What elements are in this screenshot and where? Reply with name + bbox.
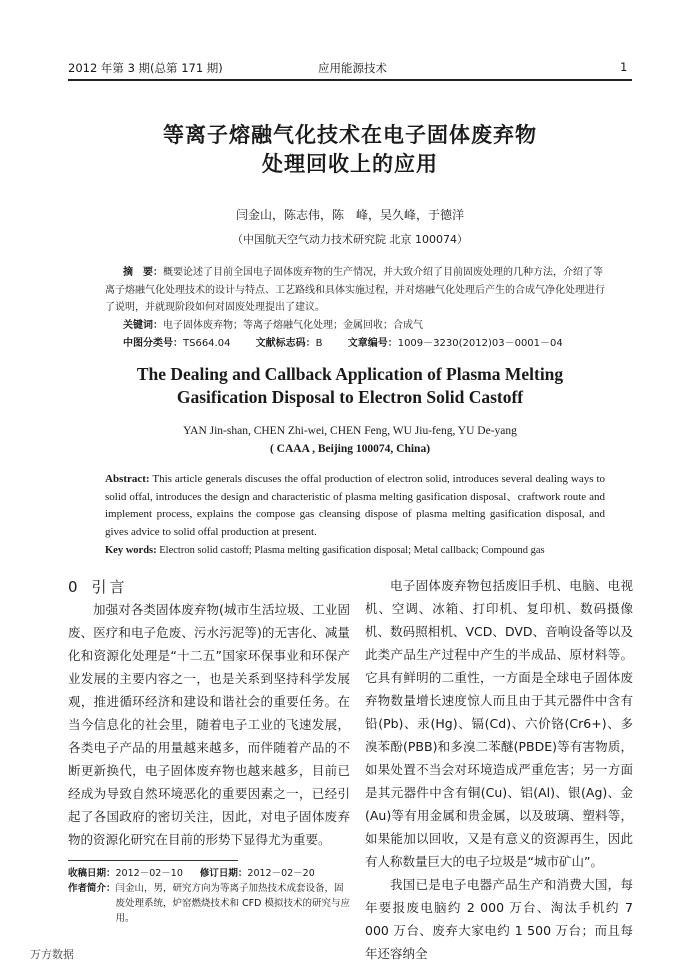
clc-label: 中图分类号： xyxy=(123,338,183,349)
affiliation-cn: （中国航天空气动力技术研究院 北京 100074） xyxy=(232,233,468,246)
article-number-value: 1009－3230(2012)03－0001－04 xyxy=(397,338,563,349)
keywords-cn-text: 电子固体废弃物；等离子熔融气化处理；金属回收；合成气 xyxy=(163,320,423,331)
doc-code-value: B xyxy=(315,338,323,349)
keywords-cn xyxy=(123,317,603,335)
received-label: 收稿日期： xyxy=(68,868,116,879)
abstract-en xyxy=(105,471,605,541)
right-paragraph-2: 我国已是电子电器产品生产和消费大国，每年要报废电脑约 2 000 万台、淘汰手机约 7 000 万台、废弃大家电约 1 500 万台；而且每年还容纳全 xyxy=(365,877,633,961)
revised-date: 2012－02－20 xyxy=(247,868,315,879)
bio-label: 作者简介： xyxy=(68,883,116,894)
abstract-en-label: Abstract: xyxy=(105,473,150,485)
bio-text: 闫金山，男，研究方向为等离子加热技术成套设备，固废处理系统，炉窑燃烧技术和 CFD 模拟技术的研究与应用。 xyxy=(115,883,350,924)
section-number: 0 xyxy=(68,578,78,596)
footnote xyxy=(68,866,350,926)
footnote-dates xyxy=(68,866,350,881)
keywords-en-label: Key words: xyxy=(105,545,157,556)
doc-code-label: 文献标志码： xyxy=(255,338,316,349)
classification-line xyxy=(123,335,603,353)
running-header-journal: 应用能源技术 xyxy=(318,61,387,75)
left-column xyxy=(68,598,350,851)
footnote-rule xyxy=(68,860,238,861)
abstract-en-text: This article generals discuses the offal production of electron solid, introduces several dealing ways to solid offal, introduces the design and characteristic of plasma melting gasification disposal、craftwork route and implement process, explains the compose gas cleansing dispose of plasma melting gasification disposal, and gives advice to solid offal production at present. xyxy=(105,473,605,538)
english-title-line1: The Dealing and Callback Application of Plasma Melting xyxy=(136,364,564,384)
received-date: 2012－02－10 xyxy=(115,868,183,879)
clc-value: TS664.04 xyxy=(183,338,231,349)
watermark: 万方数据 xyxy=(30,948,74,961)
authors-cn: 闫金山，陈志伟，陈 峰，吴久峰，于德洋 xyxy=(235,208,464,222)
intro-paragraph: 加强对各类固体废弃物(城市生活垃圾、工业固废、医疗和电子危废、污水污泥等)的无害化、减量化和资源化处理是“十二五”国家环保事业和环保产业发展的主要内容之一，也是关系到坚持科学发展观，推进循环经济和建设和谐社会的重要任务。在当今信息化的社会里，随着电子工业的飞速发展，各类电子产品的用量越来越多，而伴随着产品的不断更新换代，电子固体废弃物也越来越多，目前已经成为导致自然环境恶化的重要因素之一，已经引起了各国政府的密切关注，因此，对电子固体废弃物的资源化研究在目前的形势下显得尤为重要。 xyxy=(68,602,350,847)
abstract-cn-text: 概要论述了目前全国电子固体废弃物的生产情况，并大致介绍了目前固废处理的几种方法，介绍了等离子熔融气化处理技术的设计与特点、工艺路线和具体实施过程，并对熔融气化处理后产生的合成气净化处理进行了说明，并就现阶段如何对固废处理提出了建议。 xyxy=(105,267,605,313)
author-bio xyxy=(68,881,350,926)
keywords-en xyxy=(105,542,605,560)
page-number: 1 xyxy=(620,60,628,74)
paper-title-line1: 等离子熔融气化技术在电子固体废弃物 xyxy=(163,123,537,147)
header-rule xyxy=(68,79,632,81)
keywords-cn-label: 关键词： xyxy=(123,320,163,331)
abstract-cn xyxy=(105,264,605,317)
keywords-en-text: Electron solid castoff; Plasma melting gasification disposal; Metal callback; Compound gas xyxy=(156,545,545,556)
paper-title-line2: 处理回收上的应用 xyxy=(262,152,438,176)
revised-label: 修订日期： xyxy=(199,868,248,879)
affiliation-en: ( CAAA , Beijing 100074, China) xyxy=(269,443,431,455)
running-header-issue: 2012 年第 3 期(总第 171 期) xyxy=(68,61,223,75)
section-title: 引言 xyxy=(91,578,128,596)
right-column xyxy=(365,574,633,965)
article-number-label: 文章编号： xyxy=(347,338,398,349)
abstract-cn-label: 摘 要： xyxy=(123,267,163,278)
right-paragraph-1: 电子固体废弃物包括废旧手机、电脑、电视机、空调、冰箱、打印机、复印机、数码摄像机、数码照相机、VCD、DVD、音响设备等以及此类产品生产过程中产生的半成品、原材料等。它具有鲜明的二重性，一方面是全球电子固体废弃物数量增长速度惊人而且由于其元器件中含有铅(Pb)、汞(Hg)、镉(Cd)、六价铬(Cr6+)、多溴苯酚(PBB)和多溴二苯醚(PBDE)等有害物质，如果处置不当会对环境造成严重危害；另一方面是其元器件中含有铜(Cu)、铝(Al)、银(Ag)、金(Au)等有用金属和贵金属，以及玻璃、塑料等，如果能加以回收，又是有意义的资源再生，因此有人称数量巨大的电子垃圾是“城市矿山”。 xyxy=(365,578,633,869)
authors-en: YAN Jin-shan, CHEN Zhi-wei, CHEN Feng, WU Jiu-feng, YU De-yang xyxy=(183,425,517,437)
english-title-line2: Gasification Disposal to Electron Solid Castoff xyxy=(176,387,524,407)
section-heading xyxy=(68,576,128,597)
